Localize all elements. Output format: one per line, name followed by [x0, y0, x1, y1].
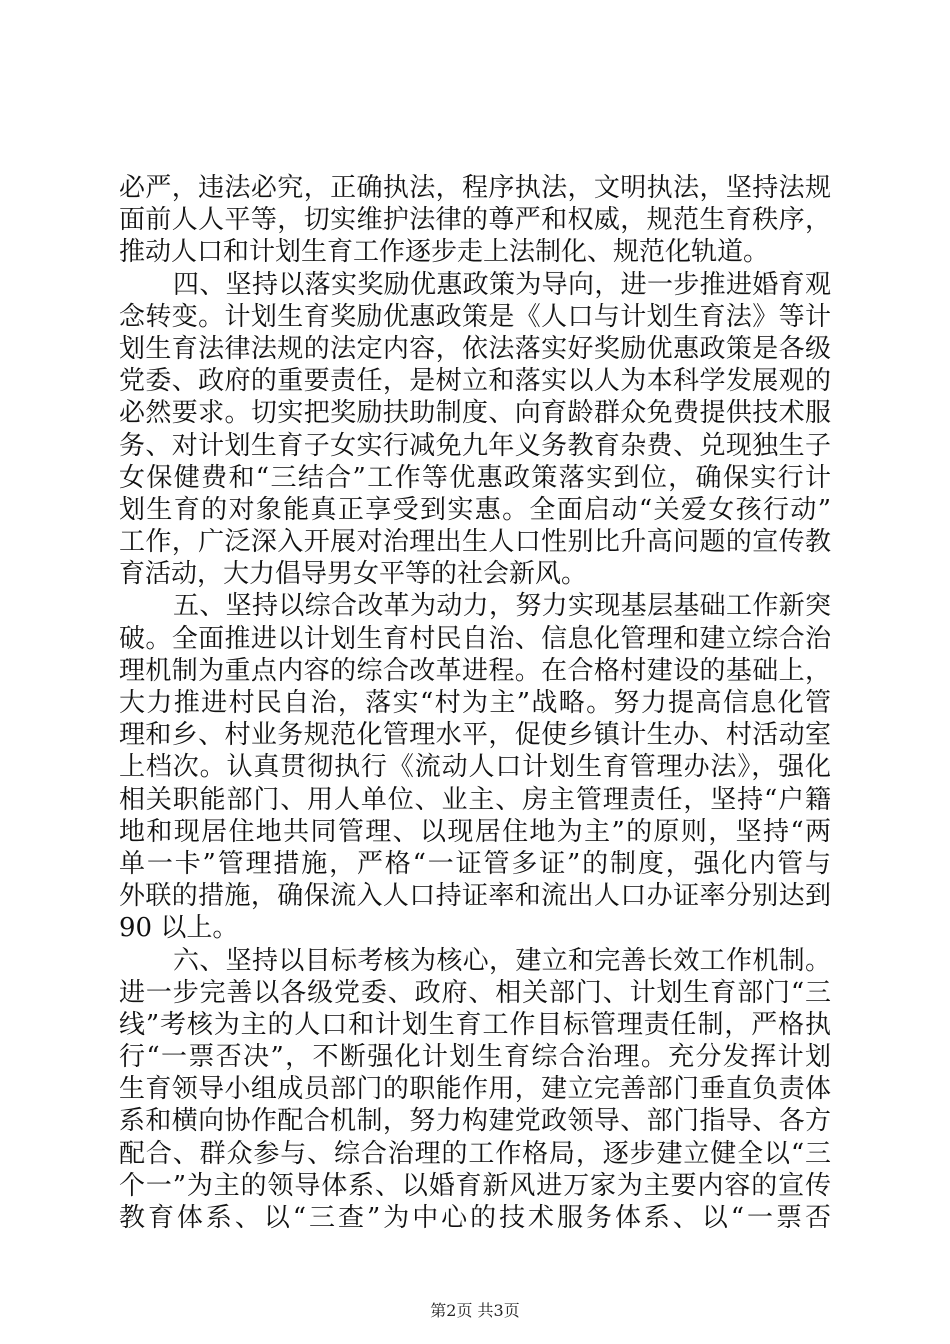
text-line: 念转变。计划生育奖励优惠政策是《人口与计划生育法》等计: [119, 301, 831, 332]
text-line: 进一步完善以各级党委、政府、相关部门、计划生育部门“三: [119, 977, 831, 1008]
page-number-footer: 第2页 共3页: [430, 1301, 520, 1320]
text-line: 90 以上。: [119, 913, 239, 944]
text-line: 线”考核为主的人口和计划生育工作目标管理责任制，严格执: [119, 1009, 831, 1040]
paragraph-start-line: 五、坚持以综合改革为动力，努力实现基层基础工作新突: [173, 591, 831, 622]
text-line: 党委、政府的重要责任，是树立和落实以人为本科学发展观的: [119, 366, 831, 397]
text-line: 必严，违法必究，正确执法，程序执法，文明执法，坚持法规: [119, 173, 831, 203]
text-line: 生育领导小组成员部门的职能作用，建立完善部门垂直负责体: [119, 1074, 831, 1105]
text-line: 外联的措施，确保流入人口持证率和流出人口办证率分别达到: [119, 881, 831, 912]
text-line: 教育体系、以“三查”为中心的技术服务体系、以“一票否: [119, 1203, 831, 1233]
text-line: 育活动，大力倡导男女平等的社会新风。: [119, 559, 588, 590]
text-line: 相关职能部门、用人单位、业主、房主管理责任，坚持“户籍: [119, 784, 831, 815]
text-line: 上档次。认真贯彻执行《流动人口计划生育管理办法》，强化: [119, 752, 831, 783]
text-line: 划生育的对象能真正享受到实惠。全面启动“关爱女孩行动”: [119, 494, 831, 525]
text-line: 理和乡、村业务规范化管理水平，促使乡镇计生办、村活动室: [119, 720, 831, 751]
text-line: 推动人口和计划生育工作逐步走上法制化、规范化轨道。: [119, 237, 770, 268]
text-line: 务、对计划生育子女实行减免九年义务教育杂费、兑现独生子: [119, 430, 831, 461]
text-line: 系和横向协作配合机制，努力构建党政领导、部门指导、各方: [119, 1106, 831, 1137]
text-line: 划生育法律法规的法定内容，依法落实好奖励优惠政策是各级: [119, 333, 831, 364]
text-line: 单一卡”管理措施，严格“一证管多证”的制度，强化内管与: [119, 848, 831, 879]
text-line: 个一”为主的领导体系、以婚育新风进万家为主要内容的宣传: [119, 1170, 831, 1201]
paragraph-start-line: 四、坚持以落实奖励优惠政策为导向，进一步推进婚育观: [173, 269, 831, 300]
text-line: 工作，广泛深入开展对治理出生人口性别比升高问题的宣传教: [119, 527, 831, 558]
paragraph-start-line: 六、坚持以目标考核为核心，建立和完善长效工作机制。: [173, 945, 831, 976]
text-line: 破。全面推进以计划生育村民自治、信息化管理和建立综合治: [119, 623, 831, 654]
text-line: 必然要求。切实把奖励扶助制度、向育龄群众免费提供技术服: [119, 398, 831, 429]
text-line: 女保健费和“三结合”工作等优惠政策落实到位，确保实行计: [119, 462, 831, 493]
text-line: 大力推进村民自治，落实“村为主”战略。努力提高信息化管: [119, 688, 831, 718]
text-line: 行“一票否决”，不断强化计划生育综合治理。充分发挥计划: [119, 1042, 831, 1073]
text-line: 配合、群众参与、综合治理的工作格局，逐步建立健全以“三: [119, 1138, 831, 1169]
text-line: 地和现居住地共同管理、以现居住地为主”的原则，坚持“两: [119, 816, 831, 847]
text-line: 面前人人平等，切实维护法律的尊严和权威，规范生育秩序，: [119, 205, 831, 236]
text-line: 理机制为重点内容的综合改革进程。在合格村建设的基础上，: [119, 655, 831, 686]
document-body: [119, 172, 831, 1234]
